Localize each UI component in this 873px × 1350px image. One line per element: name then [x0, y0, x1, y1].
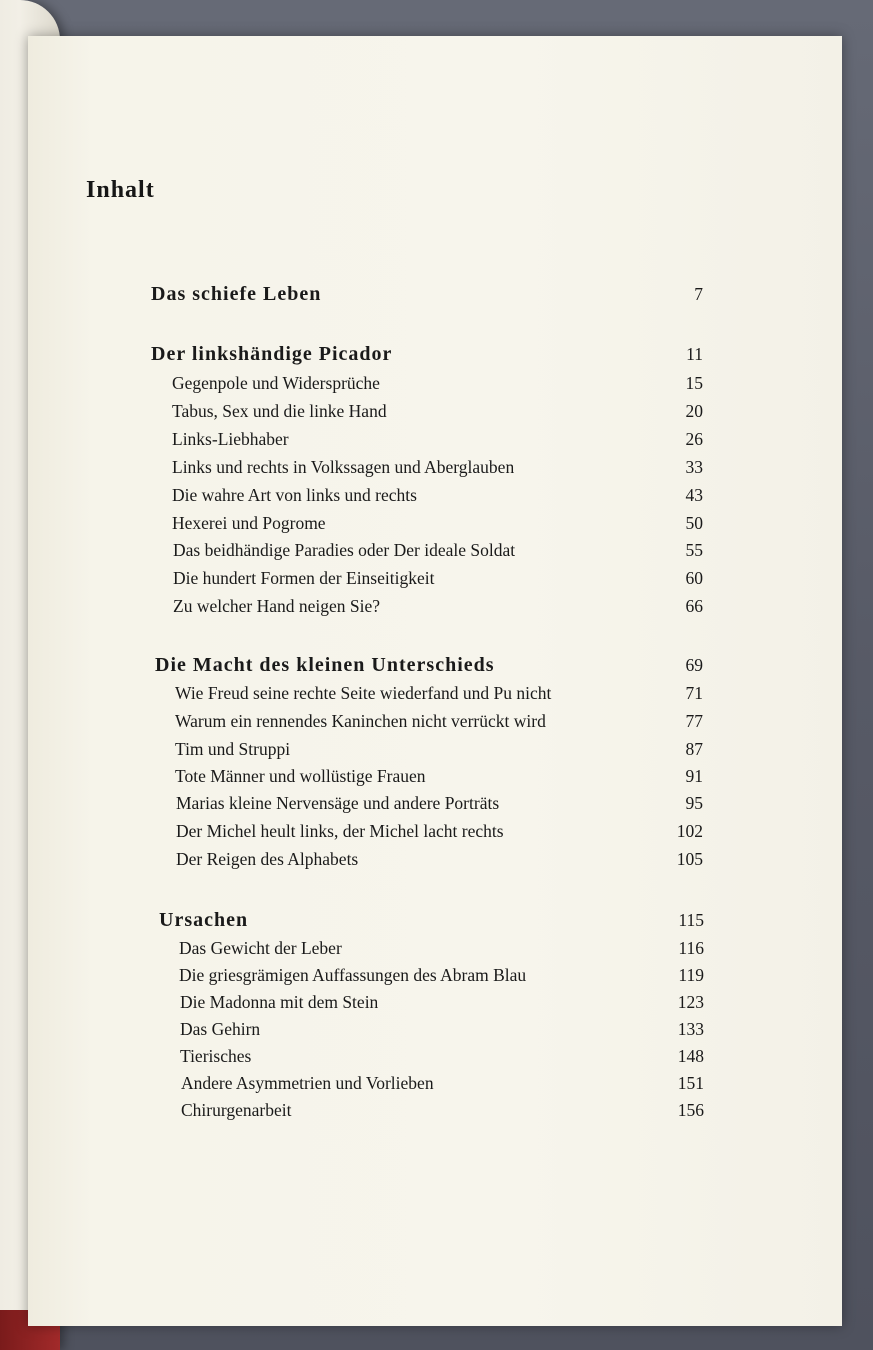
section-title: Der linkshändige Picador [151, 343, 393, 365]
toc-entry [175, 736, 703, 762]
toc-section-ursachen [159, 906, 704, 934]
toc-entry [175, 708, 703, 734]
toc-section-der-linkshaendige-picador [151, 340, 703, 368]
entry-page-number: 151 [677, 1073, 704, 1093]
entry-page-number: 15 [685, 373, 703, 393]
entry-page-number: 156 [677, 1100, 704, 1120]
entry-page-number: 87 [685, 739, 703, 759]
section-title: Das schiefe Leben [151, 283, 322, 305]
entry-page-number: 71 [685, 683, 703, 703]
entry-page-number: 33 [685, 457, 703, 477]
entry-title: Links und rechts in Volkssagen und Aberglauben [172, 457, 515, 477]
entry-title: Die Madonna mit dem Stein [180, 992, 379, 1012]
entry-page-number: 55 [685, 540, 703, 560]
entry-title: Marias kleine Nervensäge und andere Porträts [176, 793, 500, 813]
toc-entry [179, 962, 704, 988]
entry-page-number: 148 [677, 1046, 704, 1066]
entry-title: Warum ein rennendes Kaninchen nicht verrückt wird [175, 711, 546, 731]
toc-entry [172, 370, 703, 396]
entry-page-number: 26 [685, 429, 703, 449]
section-page-number: 69 [685, 655, 703, 675]
entry-title: Tabus, Sex und die linke Hand [172, 401, 387, 421]
entry-page-number: 95 [685, 793, 703, 813]
section-title: Ursachen [159, 909, 249, 931]
entry-title: Chirurgenarbeit [181, 1100, 292, 1120]
toc-entry [172, 482, 703, 508]
entry-page-number: 50 [685, 513, 703, 533]
toc-entry [172, 510, 703, 536]
toc-entry [172, 426, 703, 452]
section-page-number: 115 [678, 910, 704, 930]
entry-title: Die griesgrämigen Auffassungen des Abram Blau [179, 965, 527, 985]
entry-title: Das beidhändige Paradies oder Der ideale Soldat [173, 540, 516, 560]
entry-title: Die wahre Art von links und rechts [172, 485, 417, 505]
toc-entry [175, 680, 703, 706]
entry-title: Die hundert Formen der Einseitigkeit [173, 568, 435, 588]
entry-page-number: 133 [677, 1019, 704, 1039]
entry-page-number: 102 [676, 821, 703, 841]
entry-page-number: 123 [677, 992, 704, 1012]
entry-page-number: 43 [685, 485, 703, 505]
toc-entry [173, 537, 703, 563]
toc-entry [176, 790, 703, 816]
entry-title: Tim und Struppi [175, 739, 291, 759]
entry-title: Gegenpole und Widersprüche [172, 373, 380, 393]
toc-entry [173, 565, 703, 591]
toc-entry [172, 398, 703, 424]
section-page-number: 11 [686, 344, 703, 364]
entry-title: Hexerei und Pogrome [172, 513, 326, 533]
section-page-number: 7 [694, 284, 703, 304]
entry-title: Wie Freud seine rechte Seite wiederfand und Pu nicht [175, 683, 552, 703]
toc-entry [179, 935, 704, 961]
entry-page-number: 66 [685, 596, 703, 616]
toc-entry [176, 818, 703, 844]
entry-page-number: 91 [685, 766, 703, 786]
toc-heading: Inhalt [86, 177, 155, 203]
entry-title: Der Reigen des Alphabets [176, 849, 359, 869]
toc-entry [180, 989, 704, 1015]
entry-page-number: 105 [676, 849, 703, 869]
entry-title: Das Gewicht der Leber [179, 938, 342, 958]
section-title: Die Macht des kleinen Unterschieds [155, 654, 495, 676]
toc-section-die-macht-des-kleinen-unterschieds [155, 651, 703, 679]
entry-page-number: 20 [685, 401, 703, 421]
entry-title: Tote Männer und wollüstige Frauen [175, 766, 426, 786]
toc-entry [173, 593, 703, 619]
toc-section-das-schiefe-leben [151, 280, 703, 308]
entry-title: Das Gehirn [180, 1019, 261, 1039]
entry-title: Tierisches [180, 1046, 252, 1066]
entry-page-number: 119 [678, 965, 704, 985]
entry-page-number: 60 [685, 568, 703, 588]
toc-entry [180, 1043, 704, 1069]
toc-entry [181, 1070, 704, 1096]
entry-title: Der Michel heult links, der Michel lacht rechts [176, 821, 504, 841]
toc-entry [175, 763, 703, 789]
entry-page-number: 77 [685, 711, 703, 731]
entry-title: Andere Asymmetrien und Vorlieben [181, 1073, 434, 1093]
entry-title: Links-Liebhaber [172, 429, 289, 449]
toc-entry [176, 846, 703, 872]
entry-title: Zu welcher Hand neigen Sie? [173, 596, 381, 616]
toc-entry [181, 1097, 704, 1123]
toc-entry [180, 1016, 704, 1042]
toc-entry [172, 454, 703, 480]
entry-page-number: 116 [678, 938, 704, 958]
